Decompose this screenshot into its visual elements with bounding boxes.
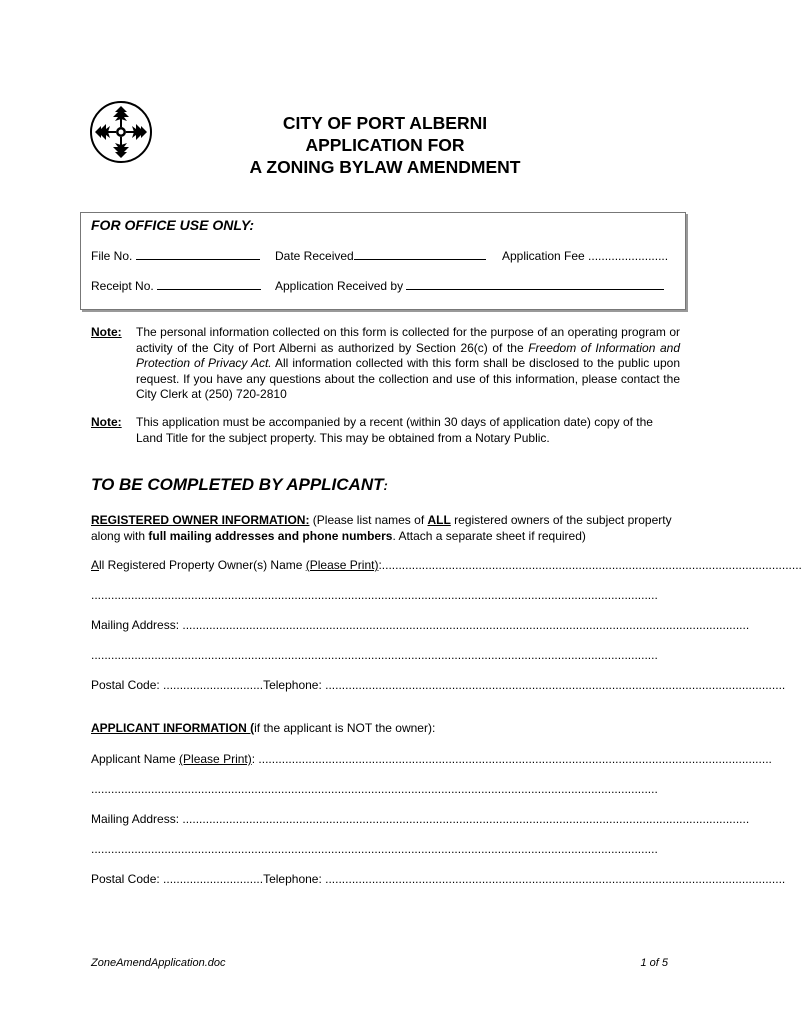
file-no-field[interactable]	[91, 249, 260, 263]
city-logo	[89, 100, 153, 164]
applicant-mailing-line-2[interactable]: ..........................................................................................................................................................................	[91, 842, 658, 856]
application-fee-field[interactable]: Application Fee ........................	[502, 249, 669, 263]
date-received-field[interactable]	[275, 249, 486, 263]
file-no-label: File No.	[91, 249, 133, 263]
note1-text-b: All information collected with this form shall be disclosed to the public upon request. If you have any questions about the collection and use of this information, please contact the City Clerk at (250) 720-2810	[136, 356, 680, 401]
owner-info-heading: REGISTERED OWNER INFORMATION:	[91, 513, 310, 527]
received-by-field[interactable]	[275, 279, 664, 293]
footer-filename: ZoneAmendApplication.doc	[91, 957, 226, 969]
receipt-no-label: Receipt No.	[91, 279, 154, 293]
applicant-name-field[interactable]: Applicant Name (Please Print): ..........................................................................................................................................................	[91, 752, 772, 766]
office-heading: FOR OFFICE USE ONLY:	[91, 217, 255, 233]
owner-info-intro: REGISTERED OWNER INFORMATION: (Please list names of ALL registered owners of the subject property along with full mailing addresses and phone numbers. Attach a separate sheet if required)	[91, 513, 672, 543]
title-line-1: CITY OF PORT ALBERNI	[282, 113, 488, 133]
receipt-no-field[interactable]	[91, 279, 261, 293]
land-title-note	[91, 415, 680, 446]
applicant-postal-phone-field[interactable]: Postal Code: ..............................Telephone: ..........................................................................................................................................	[91, 872, 786, 886]
owner-mailing-field[interactable]: Mailing Address: ..........................................................................................................................................................................	[91, 618, 750, 632]
note-label: Note:	[91, 415, 122, 429]
applicant-info-heading: APPLICANT INFORMATION (if the applicant is NOT the owner):	[91, 721, 436, 735]
note1-text-a: The personal information collected on this form is collected for the purpose of an operating program or activity of the City of Port Alberni as authorized by Section 26(c) of the	[136, 325, 680, 355]
application-fee-label: Application Fee	[502, 249, 585, 263]
received-by-label: Application Received by	[275, 279, 404, 293]
owner-postal-phone-field[interactable]: Postal Code: ..............................Telephone: ..........................................................................................................................................	[91, 678, 786, 692]
office-use-box	[80, 212, 686, 310]
note-label: Note:	[91, 325, 122, 339]
footer-page-number: 1 of 5	[640, 957, 668, 969]
owner-mailing-line-2[interactable]: ..........................................................................................................................................................................	[91, 648, 658, 662]
title-line-3: A ZONING BYLAW AMENDMENT	[249, 157, 521, 177]
privacy-note	[91, 325, 680, 403]
applicant-mailing-field[interactable]: Mailing Address: ..........................................................................................................................................................................	[91, 812, 750, 826]
owner-name-field[interactable]: All Registered Property Owner(s) Name (Please Print):..............................................................................................................................	[91, 558, 802, 572]
note1-act-name: Freedom of Information and Protection of Privacy Act.	[136, 340, 680, 370]
title-line-2: APPLICATION FOR	[305, 135, 465, 155]
applicant-name-line-2[interactable]: ..........................................................................................................................................................................	[91, 782, 658, 796]
note2-text: This application must be accompanied by a recent (within 30 days of application date) copy of the Land Title for the subject property. This may be obtained from a Notary Public.	[136, 415, 653, 445]
owner-name-line-2[interactable]: ..........................................................................................................................................................................	[91, 588, 658, 602]
date-received-label: Date Received	[275, 249, 354, 263]
applicant-section-heading: TO BE COMPLETED BY APPLICANT:	[91, 475, 388, 494]
